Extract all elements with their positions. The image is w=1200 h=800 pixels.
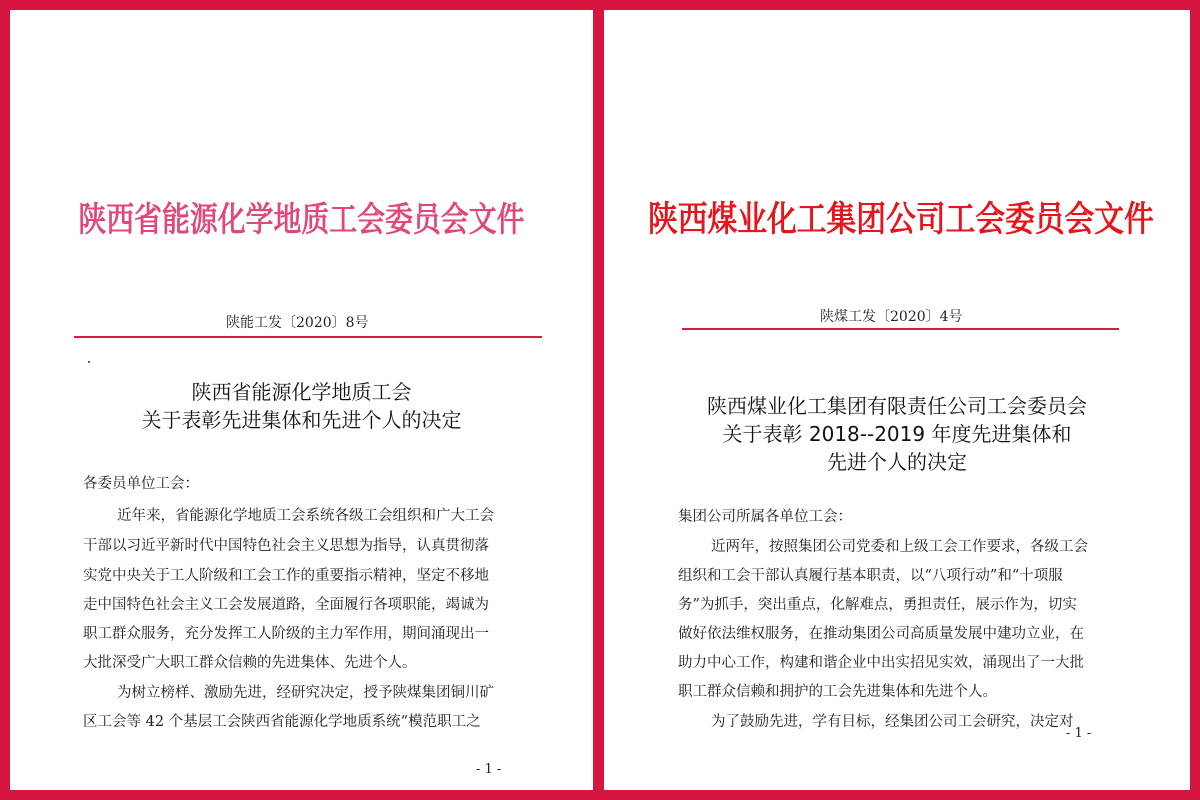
left-body-line-8: 区工会等 42 个基层工会陕西省能源化学地质系统“模范职工之 <box>83 714 481 730</box>
left-body-line-5: 职工群众服务，充分发挥工人阶级的主力军作用，期间涌现出一 <box>83 626 489 642</box>
right-red-rule <box>682 328 1119 330</box>
left-body-line-1: 近年来，省能源化学地质工会系统各级工会组织和广大工会 <box>117 508 494 524</box>
right-title-line-2: 关于表彰 2018--2019 年度先进集体和 <box>722 422 1072 446</box>
left-document-page <box>10 10 593 790</box>
left-red-rule <box>74 336 542 338</box>
right-page-number: - 1 - <box>1066 726 1092 741</box>
left-masthead: 陕西省能源化学地质工会委员会文件 <box>78 200 525 240</box>
right-doc-number: 陕煤工发〔2020〕4号 <box>820 309 963 325</box>
right-body-line-6: 职工群众信赖和拥护的工会先进集体和先进个人。 <box>678 684 997 700</box>
left-body-line-6: 大批深受广大职工群众信赖的先进集体、先进个人。 <box>83 655 417 671</box>
right-masthead: 陕西煤业化工集团公司工会委员会文件 <box>647 199 1154 240</box>
right-body-line-1: 近两年，按照集团公司党委和上级工会工作要求，各级工会 <box>711 539 1088 555</box>
left-page-number: - 1 - <box>476 762 502 777</box>
left-salutation: 各委员单位工会： <box>83 476 199 492</box>
scan-speck <box>88 361 90 363</box>
left-body-line-2: 干部以习近平新时代中国特色社会主义思想为指导，认真贯彻落 <box>83 538 489 554</box>
right-body-line-5: 助力中心工作，构建和谐企业中出实招见实效，涌现出了一大批 <box>678 655 1084 671</box>
right-body-line-4: 做好依法维权服务，在推动集团公司高质量发展中建功立业，在 <box>678 626 1084 642</box>
right-salutation: 集团公司所属各单位工会： <box>678 509 852 525</box>
left-title-line-1: 陕西省能源化学地质工会 <box>191 380 412 404</box>
left-body-line-7: 为树立榜样、激励先进，经研究决定，授予陕煤集团铜川矿 <box>117 685 494 701</box>
left-title-line-2: 关于表彰先进集体和先进个人的决定 <box>141 408 462 432</box>
right-body-line-3: 务”为抓手，突出重点，化解难点，勇担责任，展示作为，切实 <box>678 597 1077 613</box>
left-body-line-4: 走中国特色社会主义工会发展道路，全面履行各项职能，竭诚为 <box>83 597 489 613</box>
right-title-line-3: 先进个人的决定 <box>827 450 967 474</box>
right-title-line-1: 陕西煤业化工集团有限责任公司工会委员会 <box>707 394 1087 418</box>
right-body-line-7: 为了鼓励先进，学有目标，经集团公司工会研究，决定对 <box>711 714 1074 730</box>
left-doc-number: 陕能工发〔2020〕8号 <box>226 315 369 331</box>
left-body-line-3: 实党中央关于工人阶级和工会工作的重要指示精神，坚定不移地 <box>83 568 489 584</box>
right-document-page <box>604 10 1190 790</box>
right-body-line-2: 组织和工会干部认真履行基本职责，以“八项行动”和“十项服 <box>678 568 1063 584</box>
